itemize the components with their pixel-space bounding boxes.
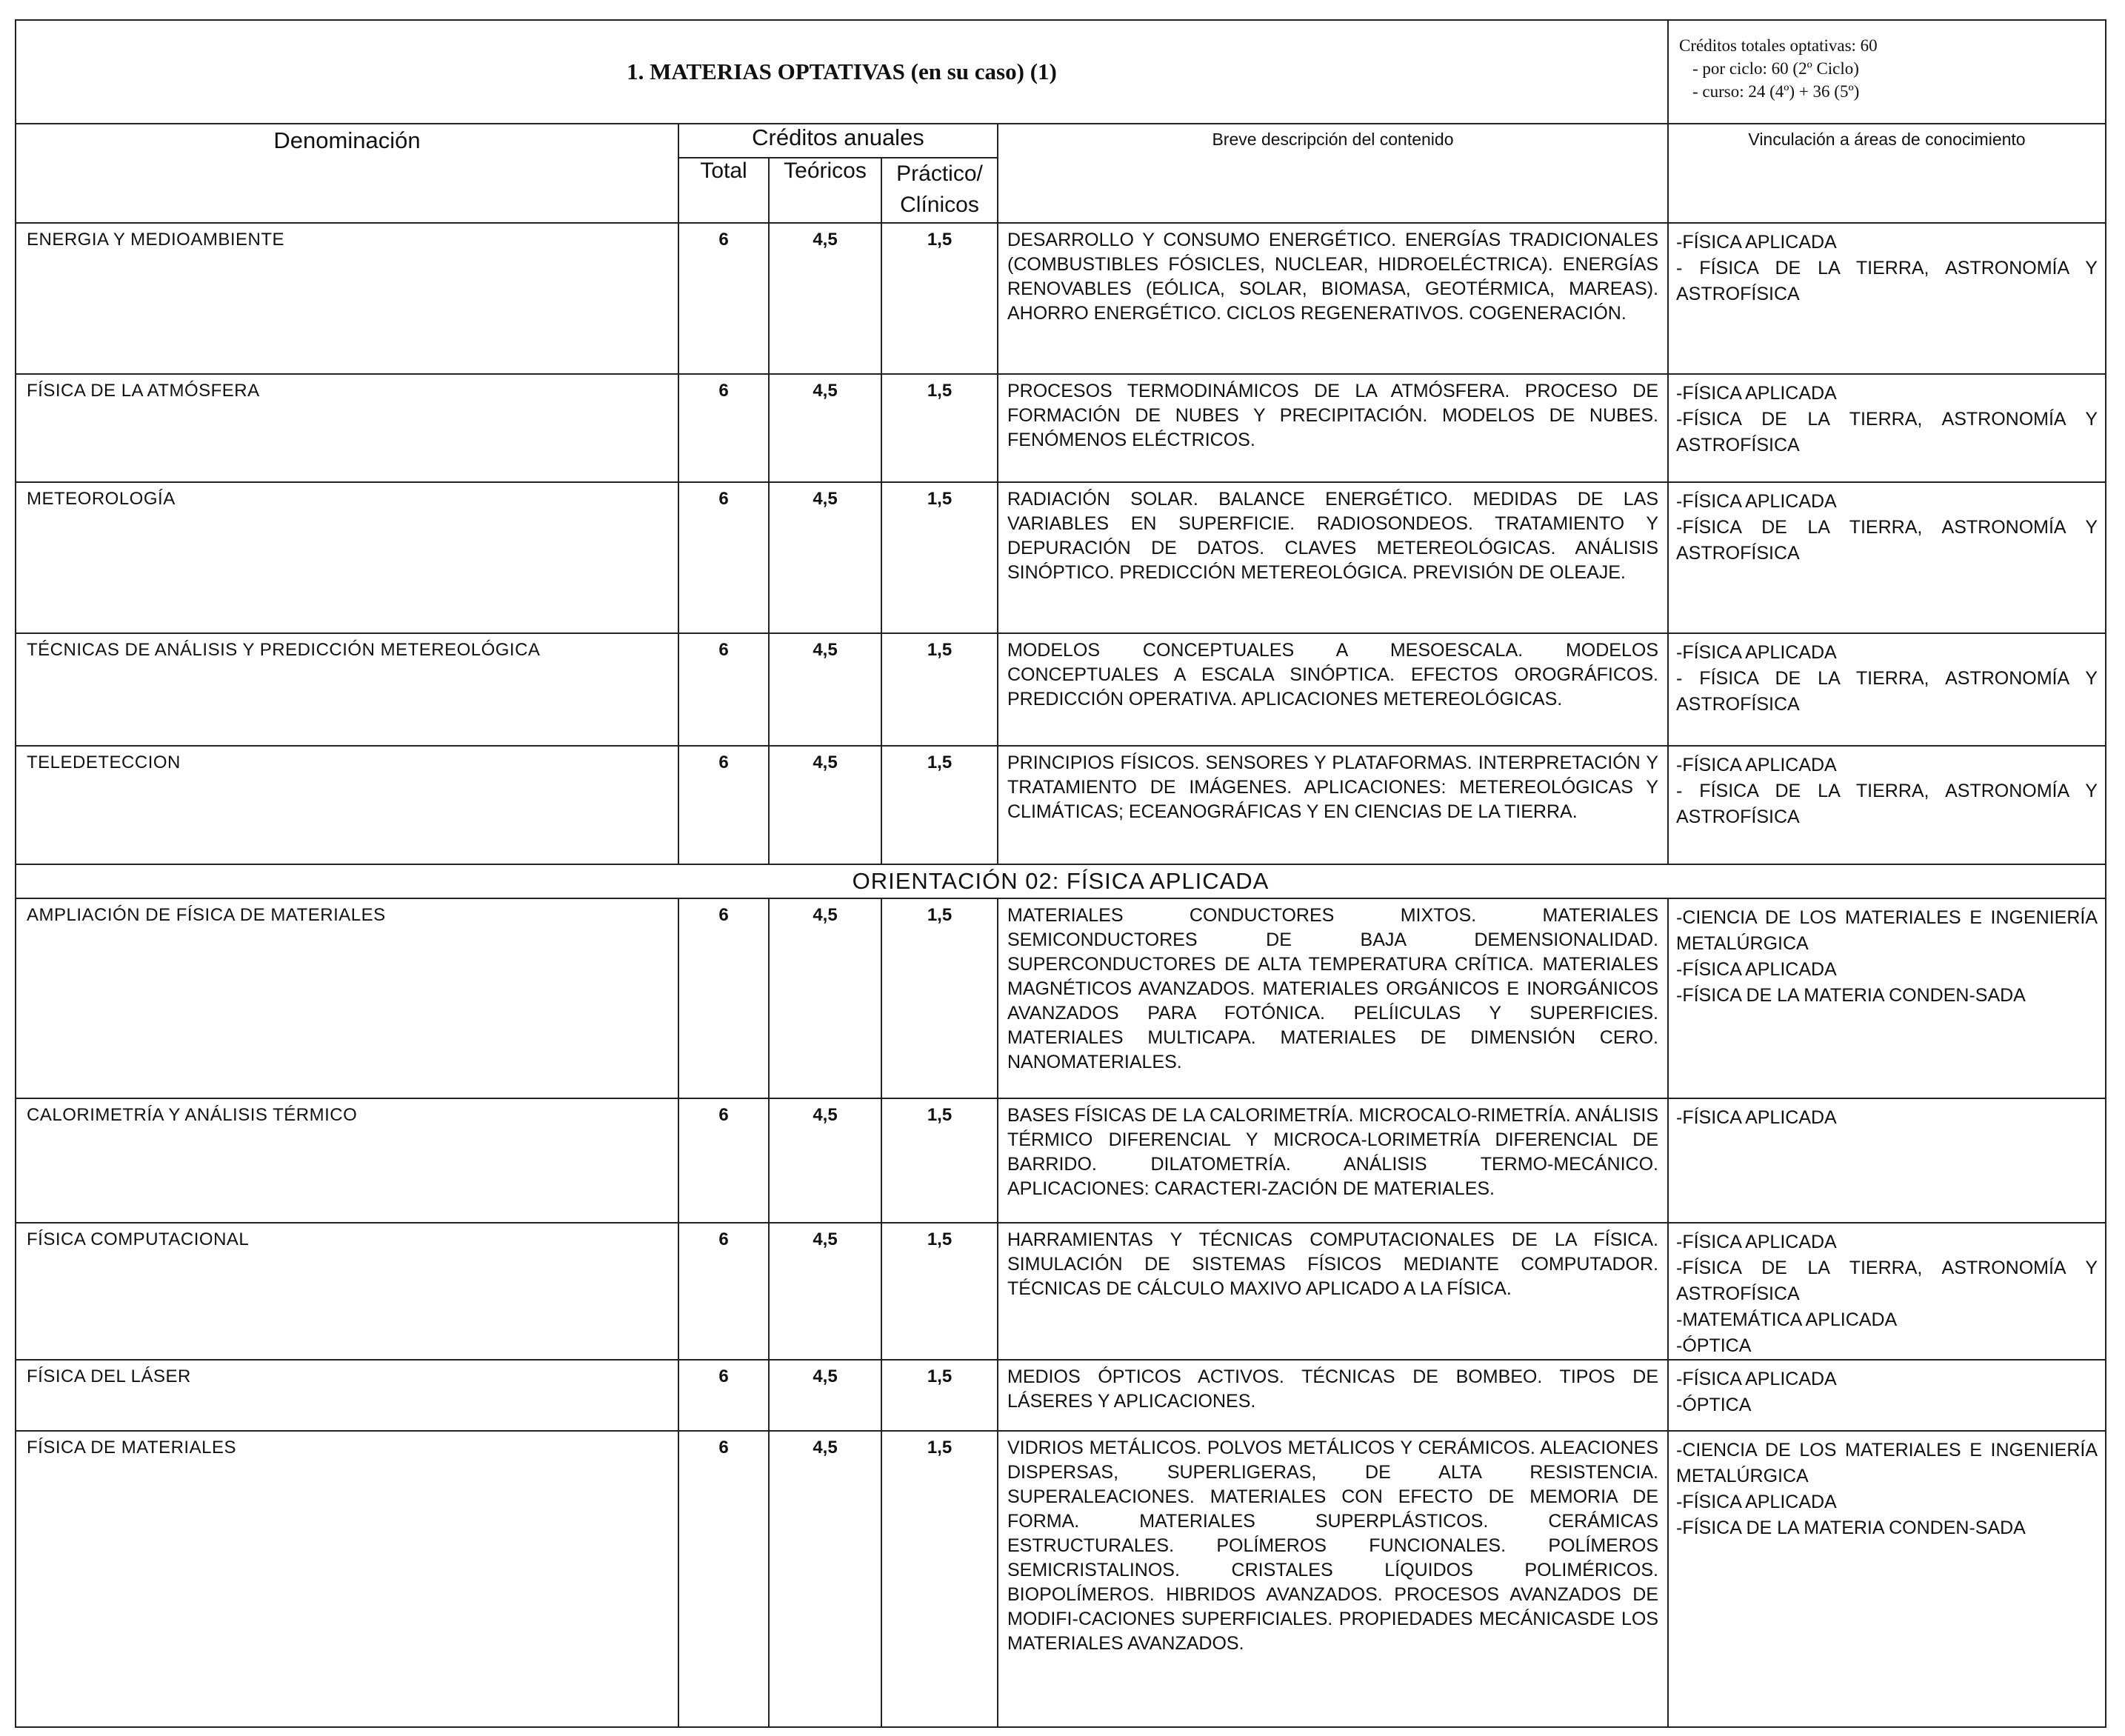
subjects-table <box>15 19 2106 1728</box>
knowledge-area-item: -FÍSICA APLICADA <box>1676 1232 1837 1252</box>
knowledge-area-item: -ÓPTICA <box>1676 1335 1752 1356</box>
header-descripcion: Breve descripción del contenido <box>998 124 1668 223</box>
subject-row <box>16 1223 2106 1360</box>
subject-row <box>16 898 2106 1098</box>
knowledge-area-item: -FÍSICA DE LA TIERRA, ASTRONOMÍA Y ASTROFÍSICA <box>1676 517 2098 564</box>
credits-total: 6 <box>678 374 769 482</box>
header-row-1 <box>16 124 2106 158</box>
subject-name: CALORIMETRÍA Y ANÁLISIS TÉRMICO <box>16 1098 678 1223</box>
credits-theory: 4,5 <box>769 1360 881 1431</box>
header-practicos: Práctico/ Clínicos <box>881 158 998 223</box>
credits-total: 6 <box>678 898 769 1098</box>
subject-description: MATERIALES CONDUCTORES MIXTOS. MATERIALES SEMICONDUCTORES DE BAJA DEMENSIONALIDAD. SUPERCONDUCTORES DE ALTA TEMPERATURA CRÍTICA. MATERIALES MAGNÉTICOS AVANZADOS. MATERIALES ORGÁNICOS E INORGÁNICOS AVANZADOS PARA FOTÓNICA. PELÍICULAS Y SUPERFICIES. MATERIALES MULTICAPA. MATERIALES DE DIMENSIÓN CERO. NANOMATERIALES. <box>998 898 1668 1098</box>
header-total: Total <box>678 158 769 223</box>
credits-summary-box <box>1668 20 2106 124</box>
knowledge-area-item: -FÍSICA DE LA TIERRA, ASTRONOMÍA Y ASTROFÍSICA <box>1676 1258 2098 1304</box>
subject-name: TÉCNICAS DE ANÁLISIS Y PREDICCIÓN METEREOLÓGICA <box>16 633 678 746</box>
knowledge-area-item: -FÍSICA APLICADA <box>1676 383 1837 404</box>
credits-cycle-line: - por ciclo: 60 (2º Ciclo) <box>1692 59 1859 78</box>
subject-name: TELEDETECCION <box>16 746 678 864</box>
knowledge-areas <box>1668 223 2106 374</box>
credits-practice: 1,5 <box>881 223 998 374</box>
knowledge-areas <box>1668 1431 2106 1727</box>
subject-row <box>16 223 2106 374</box>
knowledge-area-item: -FÍSICA DE LA MATERIA CONDEN-SADA <box>1676 985 2026 1006</box>
subject-description: BASES FÍSICAS DE LA CALORIMETRÍA. MICROCALO-RIMETRÍA. ANÁLISIS TÉRMICO DIFERENCIAL Y MICROCA-LORIMETRÍA DIFERENCIAL DE BARRIDO. DILATOMETRÍA. ANÁLISIS TERMO-MECÁNICO. APLICACIONES: CARACTERI-ZACIÓN DE MATERIALES. <box>998 1098 1668 1223</box>
header-teoricos: Teóricos <box>769 158 881 223</box>
subject-name: FÍSICA DE MATERIALES <box>16 1431 678 1727</box>
page-title: 1. MATERIAS OPTATIVAS (en su caso) (1) <box>16 20 1668 124</box>
credits-practice: 1,5 <box>881 482 998 633</box>
knowledge-area-item: -CIENCIA DE LOS MATERIALES E INGENIERÍA METALÚRGICA <box>1676 907 2098 954</box>
knowledge-area-item: -FÍSICA APLICADA <box>1676 1369 1837 1389</box>
subject-description: PROCESOS TERMODINÁMICOS DE LA ATMÓSFERA. PROCESO DE FORMACIÓN DE NUBES Y PRECIPITACIÓN. MODELOS DE NUBES. FENÓMENOS ELÉCTRICOS. <box>998 374 1668 482</box>
knowledge-area-item: - FÍSICA DE LA TIERRA, ASTRONOMÍA Y ASTROFÍSICA <box>1676 258 2098 304</box>
knowledge-areas <box>1668 746 2106 864</box>
credits-practice: 1,5 <box>881 1360 998 1431</box>
credits-total: 6 <box>678 223 769 374</box>
knowledge-area-item: -ÓPTICA <box>1676 1395 1752 1415</box>
credits-practice: 1,5 <box>881 898 998 1098</box>
subject-name: FÍSICA COMPUTACIONAL <box>16 1223 678 1360</box>
credits-theory: 4,5 <box>769 1431 881 1727</box>
subject-row <box>16 1098 2106 1223</box>
header-creditos: Créditos anuales <box>678 124 998 158</box>
knowledge-area-item: -FÍSICA APLICADA <box>1676 959 1837 980</box>
subject-description: PRINCIPIOS FÍSICOS. SENSORES Y PLATAFORMAS. INTERPRETACIÓN Y TRATAMIENTO DE IMÁGENES. APLICACIONES: METEREOLÓGICAS Y CLIMÁTICAS; ECEANOGRÁFICAS Y EN CIENCIAS DE LA TIERRA. <box>998 746 1668 864</box>
credits-practice: 1,5 <box>881 374 998 482</box>
title-row <box>16 20 2106 124</box>
subject-name: FÍSICA DEL LÁSER <box>16 1360 678 1431</box>
subject-description: DESARROLLO Y CONSUMO ENERGÉTICO. ENERGÍAS TRADICIONALES (COMBUSTIBLES FÓSICLES, NUCLEAR, HIDROELÉCTRICA). ENERGÍAS RENOVABLES (EÓLICA, SOLAR, BIOMASA, GEOTÉRMICA, MAREAS). AHORRO ENERGÉTICO. CICLOS REGENERATIVOS. COGENERACIÓN. <box>998 223 1668 374</box>
knowledge-areas <box>1668 633 2106 746</box>
knowledge-area-item: -FÍSICA APLICADA <box>1676 755 1837 775</box>
credits-theory: 4,5 <box>769 633 881 746</box>
knowledge-areas <box>1668 1223 2106 1360</box>
knowledge-area-item: -FÍSICA APLICADA <box>1676 491 1837 512</box>
subject-description: HARRAMIENTAS Y TÉCNICAS COMPUTACIONALES DE LA FÍSICA. SIMULACIÓN DE SISTEMAS FÍSICOS MEDIANTE COMPUTADOR. TÉCNICAS DE CÁLCULO MAXIVO APLICADO A LA FÍSICA. <box>998 1223 1668 1360</box>
knowledge-area-item: -FÍSICA APLICADA <box>1676 232 1837 253</box>
credits-practice: 1,5 <box>881 746 998 864</box>
credits-total: 6 <box>678 1098 769 1223</box>
header-vinculacion: Vinculación a áreas de conocimiento <box>1668 124 2106 223</box>
knowledge-areas <box>1668 482 2106 633</box>
knowledge-areas <box>1668 1360 2106 1431</box>
credits-theory: 4,5 <box>769 1098 881 1223</box>
credits-practice: 1,5 <box>881 1431 998 1727</box>
knowledge-area-item: -FÍSICA DE LA MATERIA CONDEN-SADA <box>1676 1518 2026 1538</box>
subject-row <box>16 374 2106 482</box>
credits-theory: 4,5 <box>769 223 881 374</box>
subject-row <box>16 633 2106 746</box>
knowledge-area-item: -FÍSICA APLICADA <box>1676 1107 1837 1128</box>
subject-description: MODELOS CONCEPTUALES A MESOESCALA. MODELOS CONCEPTUALES A ESCALA SINÓPTICA. EFECTOS OROGRÁFICOS. PREDICCIÓN OPERATIVA. APLICACIONES METEREOLÓGICAS. <box>998 633 1668 746</box>
subject-description: RADIACIÓN SOLAR. BALANCE ENERGÉTICO. MEDIDAS DE LAS VARIABLES EN SUPERFICIE. RADIOSONDEOS. TRATAMIENTO Y DEPURACIÓN DE DATOS. CLAVES METEREOLÓGICAS. ANÁLISIS SINÓPTICO. PREDICCIÓN METEREOLÓGICA. PREVISIÓN DE OLEAJE. <box>998 482 1668 633</box>
subject-row <box>16 482 2106 633</box>
orientation-heading: ORIENTACIÓN 02: FÍSICA APLICADA <box>16 864 2106 898</box>
credits-total: 6 <box>678 1223 769 1360</box>
credits-total: 6 <box>678 1431 769 1727</box>
credits-theory: 4,5 <box>769 746 881 864</box>
credits-theory: 4,5 <box>769 482 881 633</box>
credits-total: 6 <box>678 746 769 864</box>
knowledge-areas <box>1668 374 2106 482</box>
subject-row <box>16 746 2106 864</box>
credits-total: 6 <box>678 1360 769 1431</box>
knowledge-area-item: - FÍSICA DE LA TIERRA, ASTRONOMÍA Y ASTROFÍSICA <box>1676 781 2098 827</box>
credits-theory: 4,5 <box>769 898 881 1098</box>
credits-total: 6 <box>678 482 769 633</box>
knowledge-area-item: -FÍSICA APLICADA <box>1676 1492 1837 1512</box>
subject-name: FÍSICA DE LA ATMÓSFERA <box>16 374 678 482</box>
subject-name: ENERGIA Y MEDIOAMBIENTE <box>16 223 678 374</box>
knowledge-area-item: -CIENCIA DE LOS MATERIALES E INGENIERÍA METALÚRGICA <box>1676 1440 2098 1486</box>
credits-total-line: Créditos totales optativas: 60 <box>1679 36 1878 55</box>
subject-name: METEOROLOGÍA <box>16 482 678 633</box>
subject-description: MEDIOS ÓPTICOS ACTIVOS. TÉCNICAS DE BOMBEO. TIPOS DE LÁSERES Y APLICACIONES. <box>998 1360 1668 1431</box>
subject-description: VIDRIOS METÁLICOS. POLVOS METÁLICOS Y CERÁMICOS. ALEACIONES DISPERSAS, SUPERLIGERAS, DE ALTA RESISTENCIA. SUPERALEACIONES. MATERIALES CON EFECTO DE MEMORIA DE FORMA. MATERIALES SUPERPLÁSTICOS. CERÁMICAS ESTRUCTURALES. POLÍMEROS FUNCIONALES. POLÍMEROS SEMICRISTALINOS. CRISTALES LÍQUIDOS POLIMÉRICOS. BIOPOLÍMEROS. HIBRIDOS AVANZADOS. PROCESOS AVANZADOS DE MODIFI-CACIONES SUPERFICIALES. PROPIEDADES MECÁNICASDE LOS MATERIALES AVANZADOS. <box>998 1431 1668 1727</box>
credits-total: 6 <box>678 633 769 746</box>
orientation-row <box>16 864 2106 898</box>
knowledge-area-item: -MATEMÁTICA APLICADA <box>1676 1309 1898 1330</box>
optional-subjects-sheet <box>15 19 2105 1728</box>
subject-row <box>16 1360 2106 1431</box>
credits-practice: 1,5 <box>881 633 998 746</box>
knowledge-area-item: -FÍSICA APLICADA <box>1676 642 1837 663</box>
credits-practice: 1,5 <box>881 1098 998 1223</box>
knowledge-areas <box>1668 1098 2106 1223</box>
knowledge-area-item: - FÍSICA DE LA TIERRA, ASTRONOMÍA Y ASTROFÍSICA <box>1676 668 2098 715</box>
credits-practice: 1,5 <box>881 1223 998 1360</box>
subject-name: AMPLIACIÓN DE FÍSICA DE MATERIALES <box>16 898 678 1098</box>
credits-course-line: - curso: 24 (4º) + 36 (5º) <box>1692 82 1860 101</box>
credits-theory: 4,5 <box>769 374 881 482</box>
credits-theory: 4,5 <box>769 1223 881 1360</box>
knowledge-areas <box>1668 898 2106 1098</box>
knowledge-area-item: -FÍSICA DE LA TIERRA, ASTRONOMÍA Y ASTROFÍSICA <box>1676 409 2098 455</box>
subject-row <box>16 1431 2106 1727</box>
header-denominacion: Denominación <box>16 124 678 223</box>
